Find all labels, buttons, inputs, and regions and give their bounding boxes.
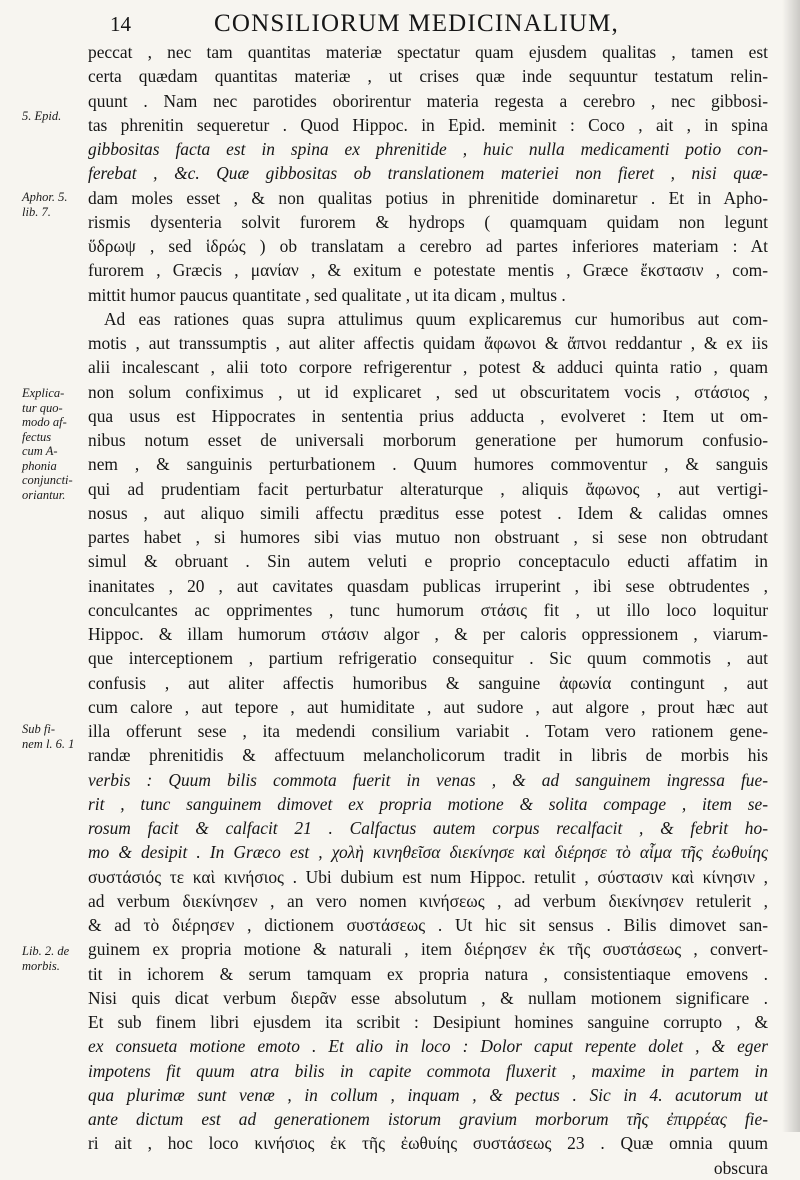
text-line: motis , aut transsumptis , aut aliter affectis quidam ἄφωνοι & ἄπνοι reddantur , & ex iis	[88, 333, 768, 353]
text-line: συστάσιός τε καὶ κινήσιος . Ubi dubium est num Hippoc. retulit , σύστασιν καὶ κίνησιν ,	[88, 866, 768, 887]
text-line: ad verbum διεκίνησεν , an vero nomen κινήσεως , ad verbum διεκίνησεν retulerit ,	[88, 890, 768, 911]
margin-note-line: phonia	[22, 458, 57, 473]
text-line: ri ait , hoc loco κινήσιος ἐκ τῆς ἐωθυίης συστάσεως 23 . Quæ omnia quum	[88, 1133, 768, 1154]
text-line: alii incalescant , alii toto corpore refrigerentur , potest & adduci quinta ratio , quam	[88, 357, 768, 378]
text-line: que interceptionem , partium refrigeratio consequitur . Sic quum commotis , aut	[88, 648, 768, 669]
margin-note-line: Aphor. 5.	[22, 190, 68, 204]
text-line: quunt . Nam nec parotides oborirentur materia regesta a cerebro , nec gibbosi-	[88, 90, 768, 111]
text-line: gibbositas facta est in spina ex phrenitide , huic nulla medicamenti potio con-	[88, 139, 768, 159]
text-line: rit , tunc sanguinem dimovet ex propria motione & solita compage , item se-	[88, 793, 768, 814]
text-line: Ad eas rationes quas supra attulimus quum explicaremus cur humoribus aut com-	[104, 308, 768, 329]
text-line: rismis dysenteria solvit furorem & hydrops ( quamquam quidam non legunt	[88, 211, 768, 232]
text-line: nibus notum esset de universali morborum generatione per humorum confusio-	[88, 430, 768, 450]
margin-note-line: Lib. 2. de	[22, 944, 70, 958]
text-line: qui ad prudentiam facit perturbatur alteraturque , aliquis ἄφωνος , aut vertigi-	[88, 478, 768, 499]
text-line: dam moles esset , & non qualitas potius in phrenitide dominaretur . Et in Apho-	[88, 187, 768, 208]
margin-note-line: Sub fi-	[22, 722, 55, 736]
text-line: tas phrenitin sequeretur . Quod Hippoc. in Epid. meminit : Coco , ait , in spina	[88, 114, 768, 135]
page-edge-shadow	[782, 0, 800, 1132]
margin-note-line: nem l. 6. 1	[22, 736, 75, 751]
margin-note-line: modo af-	[22, 415, 67, 429]
text-line: ante dictum est ad generationem istorum gravium morborum τῆς ἐπιρρέας fie-	[88, 1109, 768, 1129]
text-line: randæ phrenitidis & affectuum melancholicorum tradit in libris de morbis his	[88, 745, 768, 766]
text-line: tit in ichorem & serum tamquam ex propria natura , consistentiaque emovens .	[88, 963, 768, 984]
text-line: mo & desipit . In Græco est , χολὴ κινηθεῖσα διεκίνησε καὶ διέρησε τὸ αἷμα τῆς ἐωθυίης	[88, 842, 768, 863]
text-line: furorem , Græcis , μανίαν , & exitum e potestate mentis , Græce ἔκστασιν , com-	[88, 260, 768, 281]
text-line: guinem ex propria motione & naturali , item διέρησεν ἐκ τῆς συστάσεως , convert-	[88, 939, 768, 960]
margin-note	[22, 944, 92, 973]
margin-note	[22, 722, 92, 751]
text-line: qua usus est Hippocrates in sententia prius adducta , evolveret : Item ut om-	[88, 405, 768, 426]
margin-note-line: oriantur.	[22, 487, 66, 502]
text-line: certa quædam quantitas materiæ , ut crises quæ inde sequuntur testatum relin-	[88, 66, 768, 87]
text-line: nosus , aut aliquo simili affectu præditus esse potest . Idem & calidas omnes	[88, 502, 768, 523]
text-line: conculcantes ac opprimentes , tunc humorum στάσις fit , ut illo loco loquitur	[88, 599, 768, 620]
running-title: CONSILIORUM MEDICINALIUM,	[214, 10, 619, 37]
margin-note-line: fectus	[22, 429, 52, 444]
text-line: Nisi quis dicat verbum διερᾶν esse absolutum , & nullam motionem significare .	[88, 987, 768, 1008]
margin-note-line: 5. Epid.	[22, 109, 62, 123]
text-line: Et sub finem libri ejusdem ita scribit : Desipiunt homines sanguine corrupto , &	[88, 1012, 768, 1032]
margin-note-line: lib. 7.	[22, 204, 51, 219]
text-line: ex consueta motione emoto . Et alio in loco : Dolor caput repente dolet , & eger	[88, 1036, 768, 1057]
text-line: simul & obruant . Sin autem veluti e proprio conceptaculo educti affatim in	[88, 551, 768, 572]
margin-note-line: morbis.	[22, 958, 60, 973]
text-line: confusis , aut aliter affectis humoribus & sanguine ἀφωνία contingunt , aut	[88, 672, 768, 693]
margin-note	[22, 109, 92, 124]
text-line: obscura	[713, 1157, 768, 1178]
text-line: partes habet , si humores sibi vias mutuo non obstruant , si sese non obtrudant	[88, 527, 768, 547]
margin-note-line: cum A-	[22, 444, 58, 458]
text-line: cum calore , aut tepore , aut humiditate , aut sudore , aut algore , prout hæc aut	[88, 696, 768, 717]
text-line: ὕδρωψ , sed ἱδρώς ) ob translatam a cerebro ad partes inferiores materiam : At	[88, 236, 768, 256]
page-header	[0, 6, 800, 40]
text-line: Hippoc. & illam humorum στάσιν algor , & per caloris oppressionem , viarum-	[88, 624, 768, 644]
text-line: peccat , nec tam quantitas materiæ spectatur quam ejusdem qualitas , tamen est	[88, 42, 768, 62]
margin-note	[22, 386, 92, 502]
text-line: & ad τὸ διέρησεν , dictionem συστάσεως . Ut hic sit sensus . Bilis dimovet san-	[88, 915, 768, 935]
text-line: ferebat , &c. Quæ gibbositas ob translationem materiei non fieret , nisi quæ-	[88, 163, 768, 184]
body-text	[88, 40, 768, 1180]
text-line: verbis : Quum bilis commota fuerit in venas , & ad sanguinem ingressa fue-	[88, 769, 768, 790]
text-line: rosum facit & calfacit 21 . Calfactus autem corpus recalfacit , & febrit ho-	[88, 818, 768, 838]
text-line: nem , & sanguinis perturbationem . Quum humores commoventur , & sanguis	[88, 454, 768, 475]
text-line: qua plurimæ sunt venæ , in collum , inquam , & pectus . Sic in 4. acutorum ut	[88, 1084, 768, 1105]
margin-note-line: conjuncti-	[22, 473, 73, 487]
text-line: mittit humor paucus quantitate , sed qualitate , ut ita dicam , multus .	[88, 284, 566, 305]
text-line: impotens fit quum atra bilis in capite commota fluxerit , maxime in partem in	[88, 1060, 768, 1081]
margin-note	[22, 190, 92, 219]
margin-note-line: tur quo-	[22, 400, 63, 415]
page-number: 14	[110, 12, 131, 36]
text-line: illa offerunt sese , ita medendi consilium variabit . Totam vero rationem gene-	[88, 721, 768, 741]
margin-note-line: Explica-	[22, 386, 65, 400]
text-line: non solum confiximus , ut id explicaret , sed ut obscuritatem vocis , στάσιος ,	[88, 381, 768, 402]
text-line: inanitates , 20 , aut cavitates quasdam publicas irruperint , ibi sese obtrudentes ,	[88, 575, 768, 596]
